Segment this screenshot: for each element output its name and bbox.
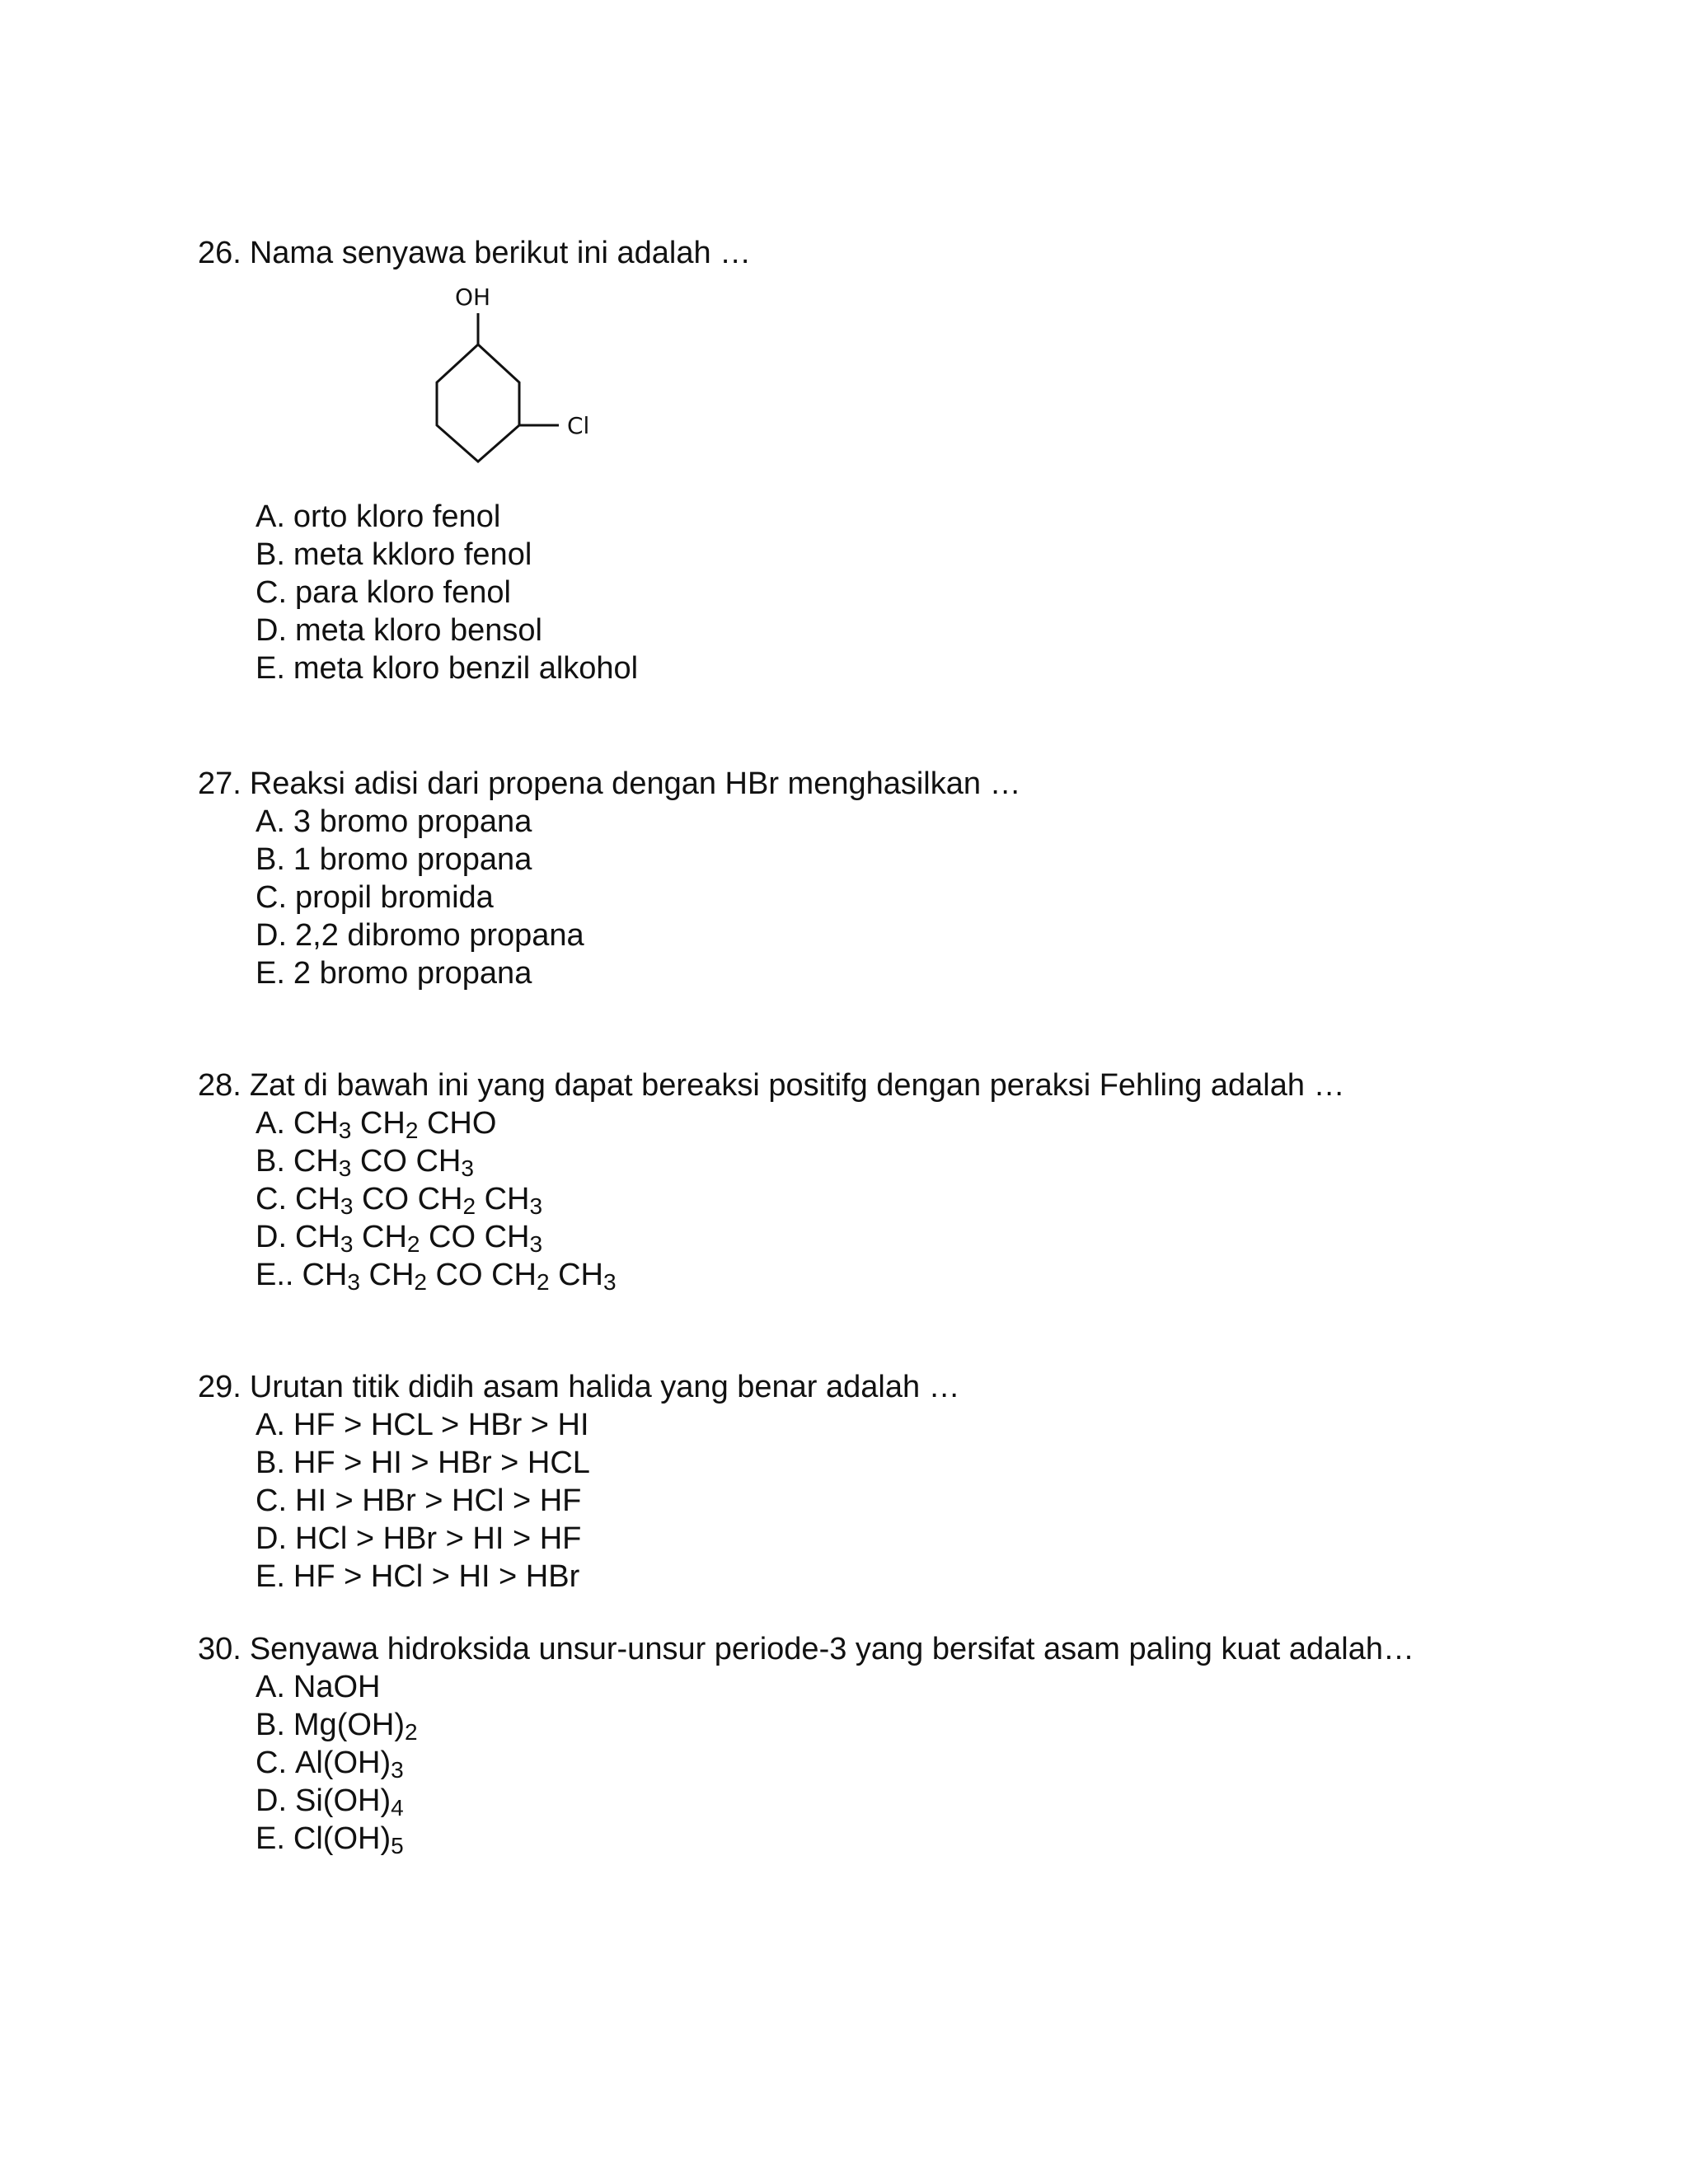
subscript: 3 xyxy=(340,1231,354,1257)
subscript: 3 xyxy=(529,1193,543,1219)
option-text: NaOH xyxy=(293,1670,381,1704)
option-letter: E.. xyxy=(256,1258,294,1292)
question-text xyxy=(198,1066,1599,1104)
option-text: 3 bromo propana xyxy=(293,804,532,839)
oh-label: OH xyxy=(455,284,491,311)
cyclohexane-ring xyxy=(437,344,519,462)
chlorophenol-structure-diagram xyxy=(420,280,635,470)
option-text: CH xyxy=(353,1220,407,1254)
option-letter: D. xyxy=(256,1783,287,1818)
option-text: Si(OH) xyxy=(295,1783,392,1818)
option-text: HF > HI > HBr > HCL xyxy=(293,1446,590,1480)
option-text: meta kloro bensol xyxy=(295,613,542,648)
answer-option[interactable] xyxy=(256,1744,1599,1782)
subscript: 2 xyxy=(536,1269,550,1295)
answer-option[interactable] xyxy=(256,1218,1599,1256)
subscript: 2 xyxy=(462,1193,476,1219)
option-list xyxy=(198,803,1599,992)
subscript: 3 xyxy=(603,1269,617,1295)
option-letter: D. xyxy=(256,613,287,648)
option-text: CH xyxy=(351,1106,406,1141)
option-letter: E. xyxy=(256,956,285,991)
answer-option[interactable] xyxy=(256,841,1599,879)
option-list xyxy=(198,1668,1599,1858)
option-text: HI > HBr > HCl > HF xyxy=(295,1483,582,1518)
option-text: meta kkloro fenol xyxy=(293,537,532,572)
answer-option[interactable] xyxy=(256,1482,1599,1520)
option-text: 2,2 dibromo propana xyxy=(295,918,584,953)
question-text xyxy=(198,234,1599,272)
question-number: 29. xyxy=(198,1370,241,1404)
subscript: 3 xyxy=(391,1757,404,1783)
answer-option[interactable] xyxy=(256,536,1599,574)
option-letter: B. xyxy=(256,1708,285,1742)
question-30 xyxy=(198,1630,1599,1858)
answer-option[interactable] xyxy=(256,1782,1599,1820)
option-letter: A. xyxy=(256,499,285,534)
option-text: meta kloro benzil alkohol xyxy=(293,651,639,686)
question-prompt: Urutan titik didih asam halida yang benar adalah … xyxy=(249,1370,960,1404)
option-text: para kloro fenol xyxy=(295,575,511,610)
answer-option[interactable] xyxy=(256,1668,1599,1706)
option-letter: D. xyxy=(256,1521,287,1556)
option-letter: D. xyxy=(256,918,287,953)
answer-option[interactable] xyxy=(256,1706,1599,1744)
subscript: 2 xyxy=(405,1118,419,1143)
answer-option[interactable] xyxy=(256,1558,1599,1596)
question-prompt: Reaksi adisi dari propena dengan HBr menghasilkan … xyxy=(249,766,1021,801)
answer-option[interactable] xyxy=(256,498,1599,536)
subscript: 4 xyxy=(391,1795,404,1821)
option-text: 1 bromo propana xyxy=(293,842,532,877)
option-text: CH xyxy=(295,1220,340,1254)
question-26-options xyxy=(198,498,1599,687)
option-text: CO CH xyxy=(420,1220,530,1254)
option-text: CH xyxy=(359,1258,415,1292)
question-number: 30. xyxy=(198,1632,241,1666)
option-letter: E. xyxy=(256,651,285,686)
option-text: HF > HCL > HBr > HI xyxy=(293,1408,589,1442)
option-text: CO CH xyxy=(426,1258,537,1292)
answer-option[interactable] xyxy=(256,1520,1599,1558)
option-text: HCl > HBr > HI > HF xyxy=(295,1521,582,1556)
option-text: propil bromida xyxy=(295,880,494,915)
subscript: 3 xyxy=(461,1155,474,1181)
question-text xyxy=(198,1630,1599,1668)
option-text: CO CH xyxy=(353,1182,463,1216)
subscript: 3 xyxy=(347,1269,360,1295)
option-text: CH xyxy=(293,1106,339,1141)
question-26 xyxy=(198,234,1599,272)
question-number: 27. xyxy=(198,766,241,801)
option-list xyxy=(198,1406,1599,1596)
option-text: Cl(OH) xyxy=(293,1821,392,1856)
option-text: CH xyxy=(295,1182,340,1216)
question-prompt: Zat di bawah ini yang dapat bereaksi positifg dengan peraksi Fehling adalah … xyxy=(249,1068,1345,1103)
answer-option[interactable] xyxy=(256,649,1599,687)
option-letter: E. xyxy=(256,1821,285,1856)
question-29 xyxy=(198,1368,1599,1596)
question-27 xyxy=(198,765,1599,992)
question-text xyxy=(198,765,1599,803)
option-text: orto kloro fenol xyxy=(293,499,501,534)
option-text: CH xyxy=(549,1258,603,1292)
subscript: 3 xyxy=(338,1118,352,1143)
option-letter: E. xyxy=(256,1559,285,1594)
option-letter: C. xyxy=(256,575,287,610)
answer-option[interactable] xyxy=(256,574,1599,612)
answer-option[interactable] xyxy=(256,1444,1599,1482)
subscript: 2 xyxy=(406,1231,420,1257)
option-letter: A. xyxy=(256,1670,285,1704)
option-list xyxy=(198,1104,1599,1294)
question-28 xyxy=(198,1066,1599,1294)
option-letter: B. xyxy=(256,842,285,877)
option-text: CO CH xyxy=(351,1144,462,1179)
answer-option[interactable] xyxy=(256,1820,1599,1858)
answer-option[interactable] xyxy=(256,1104,1599,1142)
option-text: Al(OH) xyxy=(295,1746,392,1780)
question-number: 28. xyxy=(198,1068,241,1103)
subscript: 2 xyxy=(414,1269,427,1295)
question-number: 26. xyxy=(198,236,241,270)
option-text: CH xyxy=(476,1182,530,1216)
subscript: 3 xyxy=(338,1155,352,1181)
option-letter: C. xyxy=(256,1746,287,1780)
subscript: 3 xyxy=(340,1193,354,1219)
subscript: 3 xyxy=(529,1231,543,1257)
question-prompt: Senyawa hidroksida unsur-unsur periode-3 yang bersifat asam paling kuat adalah… xyxy=(249,1632,1414,1666)
option-letter: B. xyxy=(256,537,285,572)
answer-option[interactable] xyxy=(256,1180,1599,1218)
option-text: CH xyxy=(293,1144,339,1179)
option-letter: A. xyxy=(256,804,285,839)
question-text xyxy=(198,1368,1599,1406)
option-letter: C. xyxy=(256,880,287,915)
option-letter: B. xyxy=(256,1446,285,1480)
answer-option[interactable] xyxy=(256,612,1599,649)
subscript: 2 xyxy=(405,1719,418,1745)
answer-option[interactable] xyxy=(256,803,1599,841)
answer-option[interactable] xyxy=(256,1406,1599,1444)
option-letter: A. xyxy=(256,1408,285,1442)
answer-option[interactable] xyxy=(256,916,1599,954)
cl-label: Cl xyxy=(567,412,590,439)
option-letter: C. xyxy=(256,1483,287,1518)
option-letter: A. xyxy=(256,1106,285,1141)
answer-option[interactable] xyxy=(256,954,1599,992)
option-letter: B. xyxy=(256,1144,285,1179)
option-letter: D. xyxy=(256,1220,287,1254)
option-text: Mg(OH) xyxy=(293,1708,406,1742)
option-text: CH xyxy=(302,1258,348,1292)
option-text: CHO xyxy=(418,1106,497,1141)
option-text: 2 bromo propana xyxy=(293,956,532,991)
option-letter: C. xyxy=(256,1182,287,1216)
answer-option[interactable] xyxy=(256,1256,1599,1294)
option-list xyxy=(198,498,1599,687)
answer-option[interactable] xyxy=(256,879,1599,916)
answer-option[interactable] xyxy=(256,1142,1599,1180)
question-prompt: Nama senyawa berikut ini adalah … xyxy=(249,236,752,270)
subscript: 5 xyxy=(391,1833,404,1858)
option-text: HF > HCl > HI > HBr xyxy=(293,1559,580,1594)
